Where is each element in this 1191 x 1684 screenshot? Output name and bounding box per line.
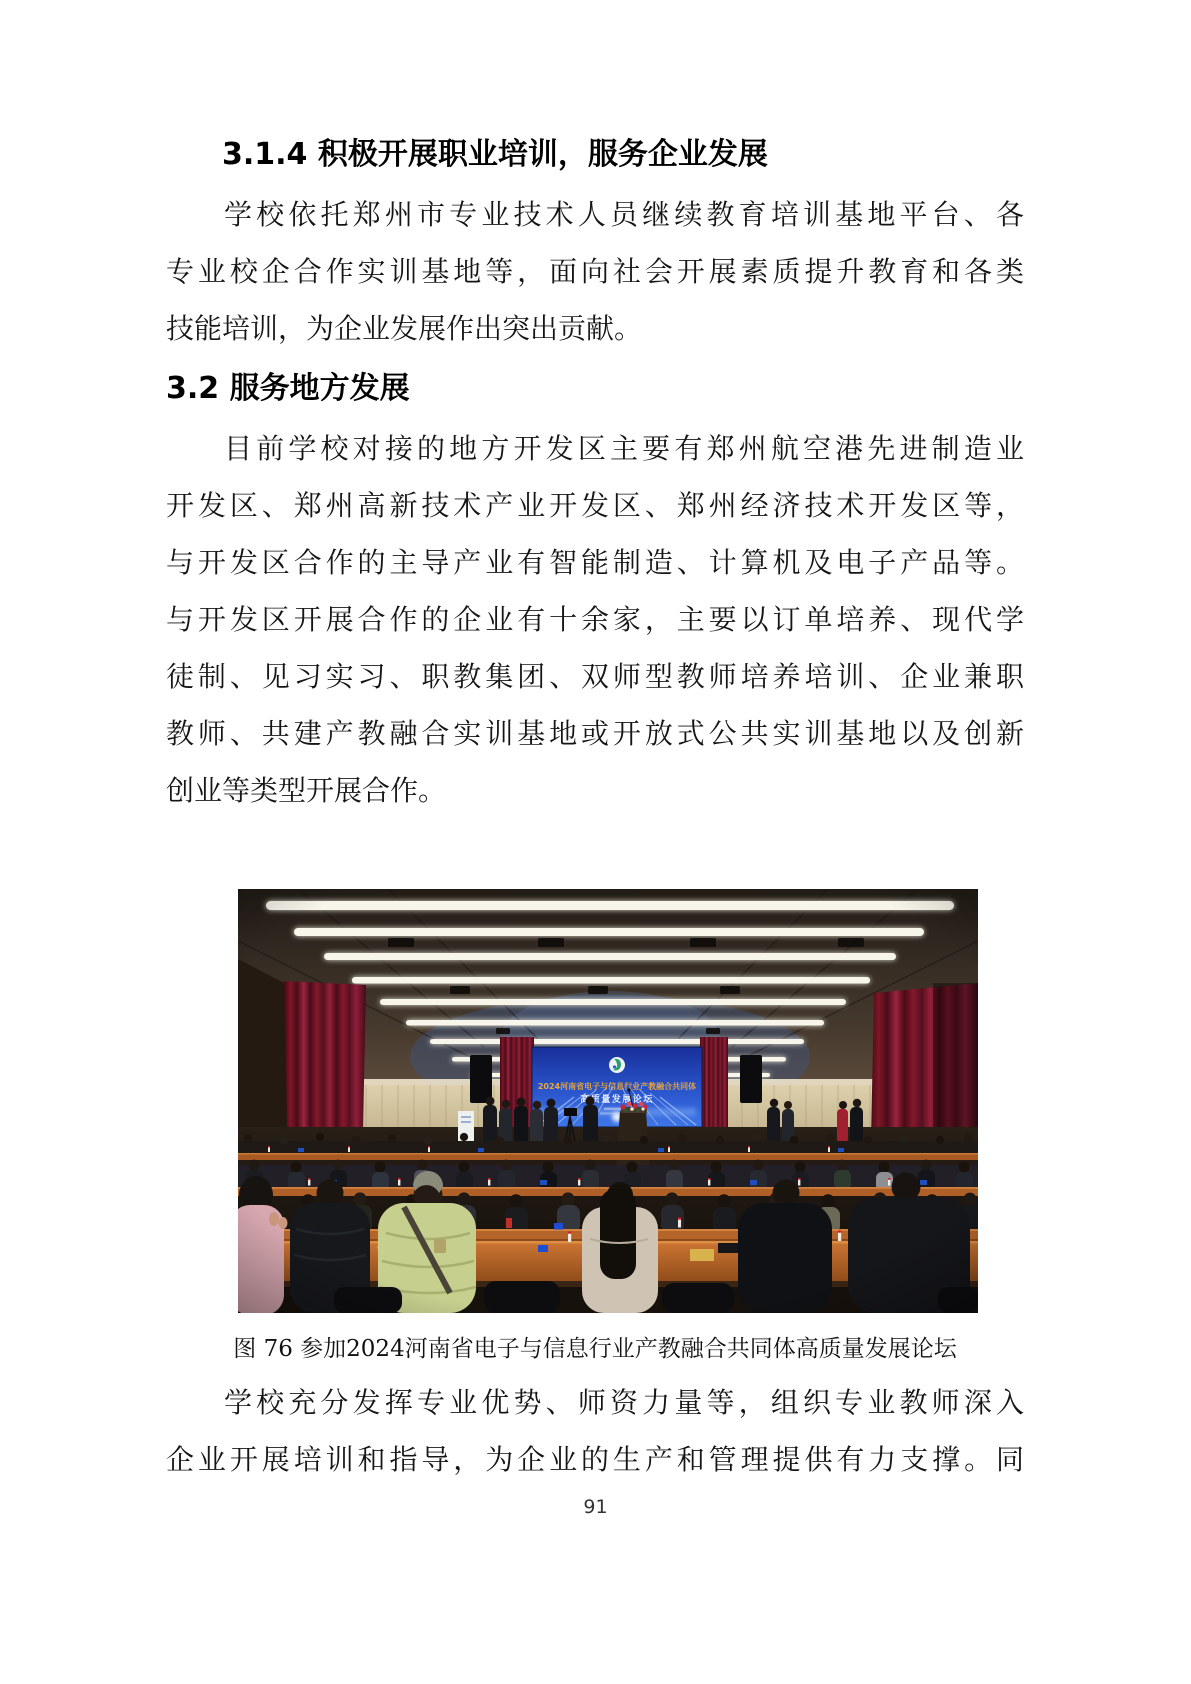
text-line: 专业校企合作实训基地等，面向社会开展素质提升教育和各类 <box>166 255 1024 288</box>
photo-vignette <box>238 889 978 1313</box>
text-line: 创业等类型开展合作。 <box>166 774 447 807</box>
section-heading-3-1-4: 3.1.4 积极开展职业培训，服务企业发展 <box>222 137 768 172</box>
text-line: 目前学校对接的地方开发区主要有郑州航空港先进制造业 <box>224 432 1024 465</box>
text-line: 开发区、郑州高新技术产业开发区、郑州经济技术开发区等， <box>166 489 1024 522</box>
conference-photo-svg <box>238 889 978 1313</box>
text-line: 与开发区合作的主导产业有智能制造、计算机及电子产品等。 <box>166 546 1024 579</box>
text-line: 技能培训，为企业发展作出突出贡献。 <box>166 312 643 345</box>
paragraph-training-services <box>166 186 1024 357</box>
paragraph-local-development <box>166 420 1024 819</box>
conference-photo <box>238 889 978 1313</box>
text-line: 企业开展培训和指导，为企业的生产和管理提供有力支撑。同 <box>166 1443 1024 1476</box>
text-line: 学校充分发挥专业优势、师资力量等，组织专业教师深入 <box>224 1386 1024 1419</box>
figure-caption: 图 76 参加2024河南省电子与信息行业产教融合共同体高质量发展论坛 <box>233 1336 957 1362</box>
text-line: 学校依托郑州市专业技术人员继续教育培训基地平台、各 <box>224 198 1024 231</box>
text-line: 与开发区开展合作的企业有十余家，主要以订单培养、现代学 <box>166 603 1024 636</box>
page-number: 91 <box>583 1496 608 1518</box>
section-heading-3-2: 3.2 服务地方发展 <box>166 371 410 406</box>
paragraph-teacher-support <box>166 1374 1024 1488</box>
text-line: 教师、共建产教融合实训基地或开放式公共实训基地以及创新 <box>166 717 1024 750</box>
text-line: 徒制、见习实习、职教集团、双师型教师培养培训、企业兼职 <box>166 660 1024 693</box>
